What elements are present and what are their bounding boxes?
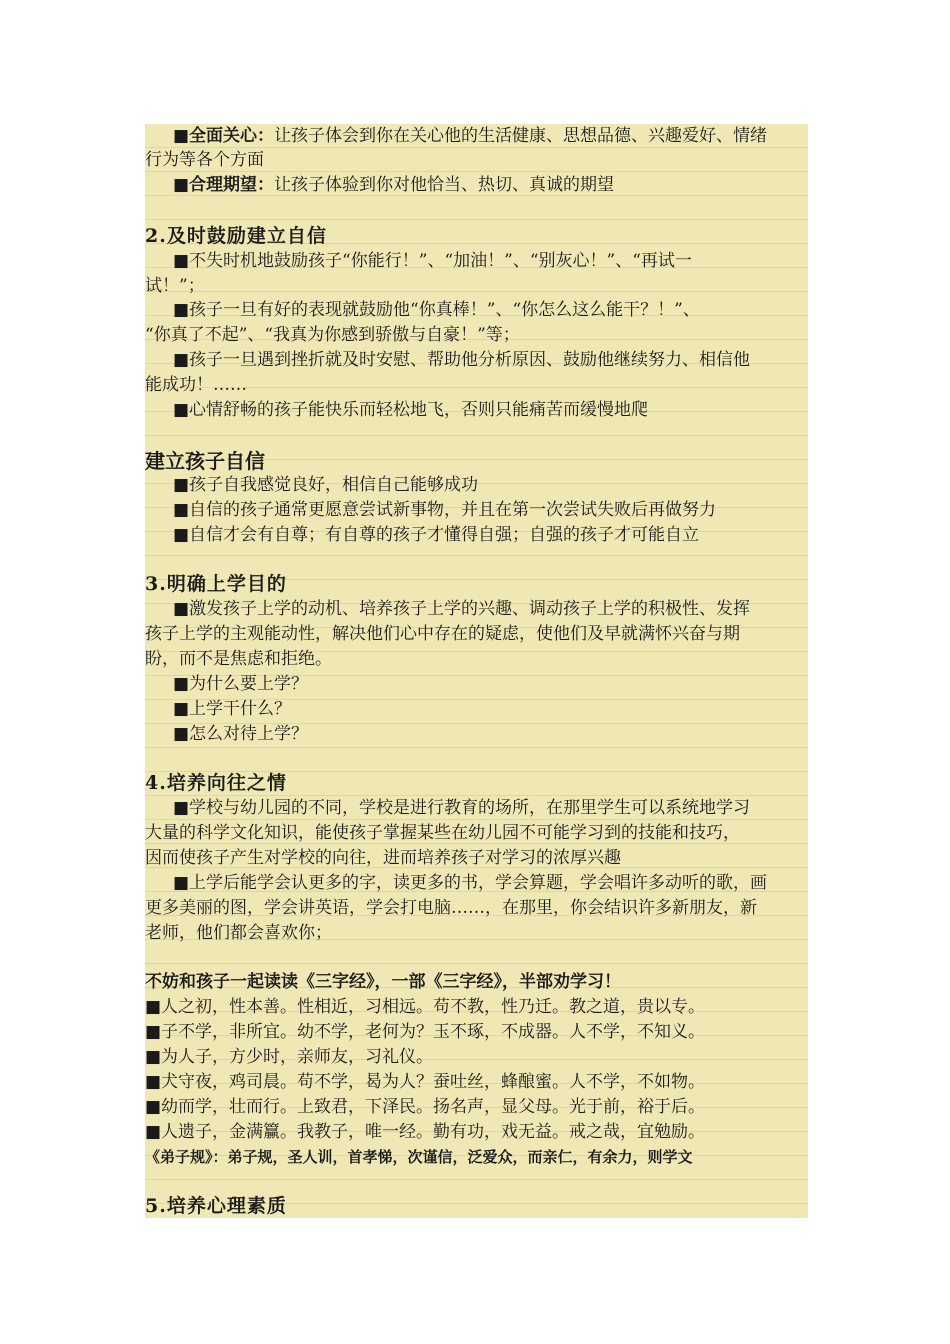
- s2-para-cont: 试！”；: [145, 276, 205, 296]
- confidence-item: ■孩子自我感觉良好，相信自己能够成功: [173, 475, 479, 495]
- care-label: ■全面关心：: [173, 126, 275, 146]
- document-page: [145, 124, 808, 1218]
- care-line: [145, 124, 808, 148]
- s4-para-cont: 更多美丽的图，学会讲英语，学会打电脑……，在那里，你会结识许多新朋友，新: [145, 898, 757, 918]
- s2-para: ■心情舒畅的孩子能快乐而轻松地飞，否则只能痛苦而缓慢地爬: [173, 400, 649, 420]
- expectation-line: [145, 173, 808, 197]
- section-2-heading: 2.及时鼓励建立自信: [145, 225, 327, 247]
- s4-para: ■上学后能学会认更多的字，读更多的书，学会算题，学会唱许多动听的歌，画: [173, 873, 768, 893]
- care-text: 让孩子体会到你在关心他的生活健康、思想品德、兴趣爱好、情绪: [274, 126, 768, 146]
- section-4-heading: 4.培养向往之情: [145, 772, 287, 794]
- s4-para-cont: 老师，他们都会喜欢你；: [145, 923, 332, 943]
- sanzijing-heading: 不妨和孩子一起读读《三字经》，一部《三字经》，半部劝学习！: [145, 972, 621, 992]
- s2-para-cont: 能成功！……: [145, 375, 247, 395]
- confidence-item: ■自信才会有自尊；有自尊的孩子才懂得自强；自强的孩子才可能自立: [173, 525, 700, 545]
- s3-para: ■激发孩子上学的动机、培养孩子上学的兴趣、调动孩子上学的积极性、发挥: [173, 599, 751, 619]
- sanzijing-verse: ■幼而学，壮而行。上致君，下泽民。扬名声，显父母。光于前，裕于后。: [145, 1097, 706, 1117]
- expectation-label: ■合理期望：: [173, 175, 275, 195]
- s3-question: ■上学干什么？: [173, 699, 292, 719]
- s4-para-cont: 大量的科学文化知识，能使孩子掌握某些在幼儿园不可能学习到的技能和技巧，: [145, 823, 740, 843]
- confidence-heading: 建立孩子自信: [145, 449, 265, 473]
- sanzijing-verse: ■犬守夜，鸡司晨。苟不学，曷为人？蚕吐丝，蜂酿蜜。人不学，不如物。: [145, 1072, 706, 1092]
- s4-para-cont: 因而使孩子产生对学校的向往，进而培养孩子对学习的浓厚兴趣: [145, 848, 621, 868]
- sanzijing-verse: ■为人子，方少时，亲师友，习礼仪。: [145, 1047, 434, 1067]
- confidence-item: ■自信的孩子通常更愿意尝试新事物，并且在第一次尝试失败后再做努力: [173, 500, 717, 520]
- s3-question: ■怎么对待上学？: [173, 724, 309, 744]
- sanzijing-verse: ■子不学，非所宜。幼不学，老何为？玉不琢，不成器。人不学，不知义。: [145, 1022, 706, 1042]
- expectation-text: 让孩子体验到你对他恰当、热切、真诚的期望: [274, 175, 615, 195]
- s2-para: ■孩子一旦有好的表现就鼓励他“你真棒！”、“你怎么这么能干？！”、: [173, 300, 700, 320]
- s2-para: ■不失时机地鼓励孩子“你能行！”、“加油！”、“别灰心！”、“再试一: [173, 251, 692, 271]
- s2-para-cont: “你真了不起”、“我真为你感到骄傲与自豪！”等；: [145, 325, 520, 345]
- sanzijing-verse: ■人遗子，金满籯。我教子，唯一经。勤有功，戏无益。戒之哉，宜勉励。: [145, 1122, 706, 1142]
- s4-para: ■学校与幼儿园的不同，学校是进行教育的场所，在那里学生可以系统地学习: [173, 798, 751, 818]
- dizigui-line: 《弟子规》：弟子规，圣人训，首孝悌，次谨信，泛爱众，而亲仁，有余力，则学文: [145, 1148, 693, 1166]
- care-line-cont: 行为等各个方面: [145, 150, 264, 170]
- s3-question: ■为什么要上学？: [173, 674, 309, 694]
- section-5-heading: 5.培养心理素质: [145, 1195, 287, 1217]
- s3-para-cont: 孩子上学的主观能动性，解决他们心中存在的疑虑，使他们及早就满怀兴奋与期: [145, 624, 740, 644]
- s2-para: ■孩子一旦遇到挫折就及时安慰、帮助他分析原因、鼓励他继续努力、相信他: [173, 350, 751, 370]
- section-3-heading: 3.明确上学目的: [145, 573, 287, 595]
- sanzijing-verse: ■人之初，性本善。性相近，习相远。苟不教，性乃迁。教之道，贵以专。: [145, 997, 706, 1017]
- s3-para-cont: 盼，而不是焦虑和拒绝。: [145, 649, 332, 669]
